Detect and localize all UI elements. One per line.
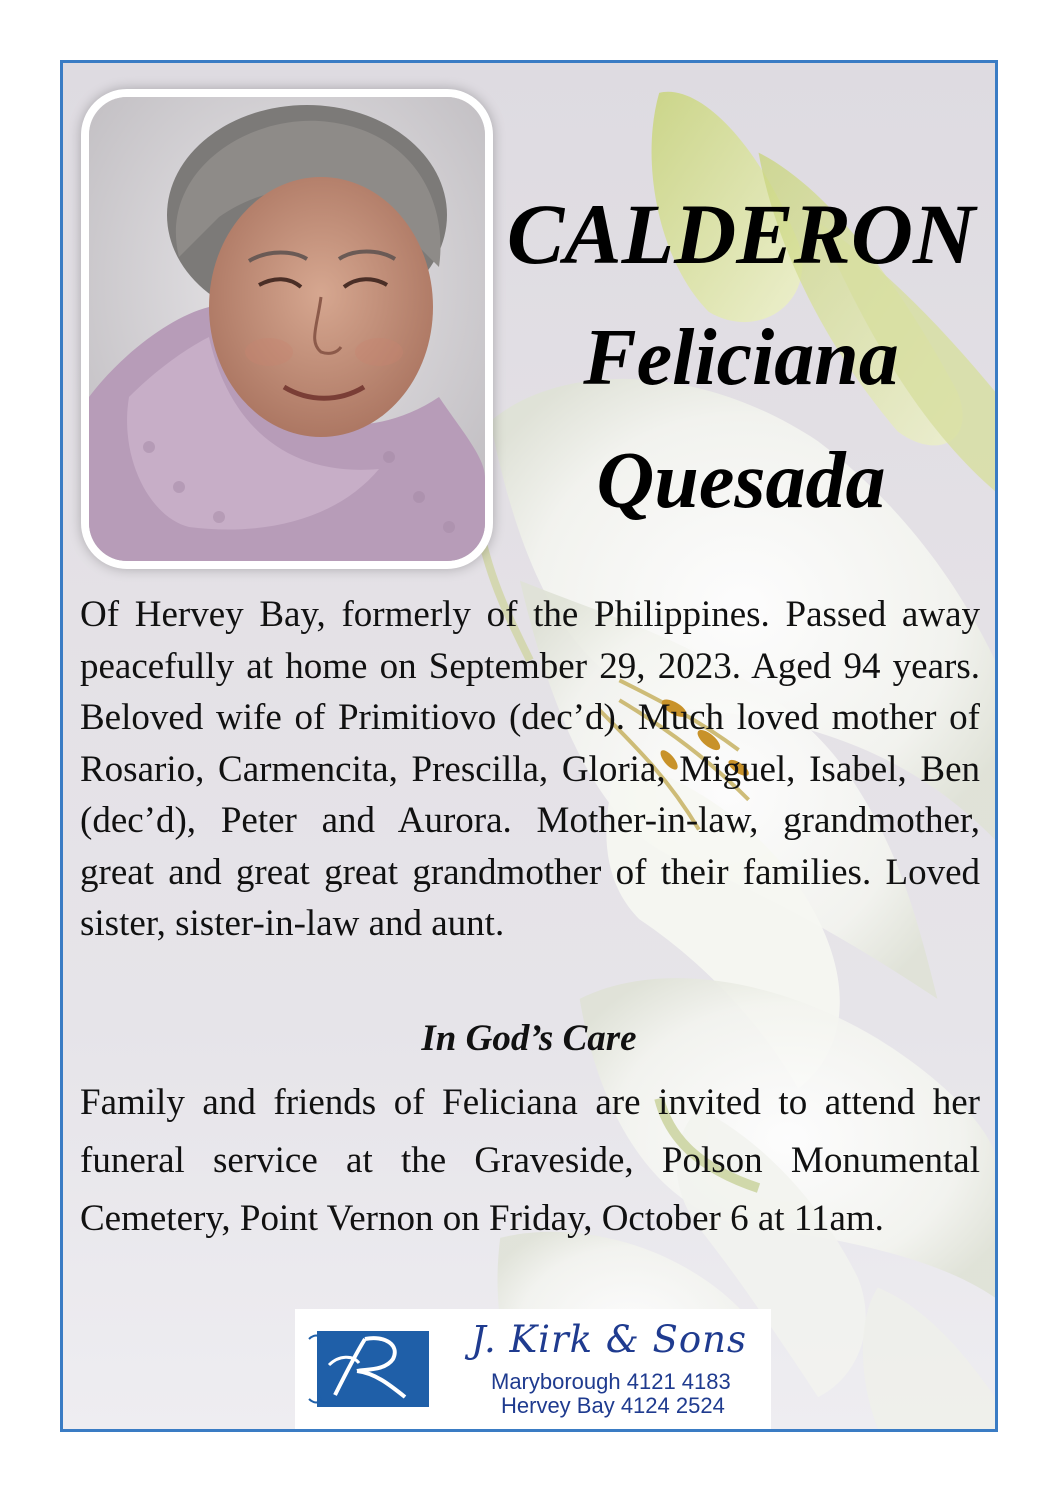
- obituary-paragraph: Of Hervey Bay, formerly of the Philippines. Passed away peacefully at home on September 29, 2023. Aged 94 years. Beloved wife of Primitiovo (dec’d). Much loved mother of Rosario, Carmencita, Prescilla, Gloria, Miguel, Isabel, Ben (dec’d), Peter and Aurora. Mother-in-law, grandmother, great and great great grandmother of their families. Loved sister, sister-in-law and aunt.: [80, 594, 980, 944]
- in-gods-care-caption: In God’s Care: [421, 1018, 637, 1059]
- kirk-logo-icon: [305, 1325, 435, 1413]
- given-name-line-1: Feliciana: [583, 314, 899, 402]
- funeral-director-name: J. Kirk & Sons: [471, 1318, 747, 1361]
- phone-maryborough: Maryborough 4121 4183: [491, 1369, 731, 1394]
- funeral-director-logo-block: [295, 1309, 771, 1430]
- notice-frame: [60, 60, 998, 1432]
- portrait-illustration: [89, 97, 485, 561]
- portrait-photo: [81, 89, 493, 569]
- surname-heading: CALDERON: [506, 186, 976, 282]
- given-name-line-2: Quesada: [596, 437, 886, 525]
- phone-hervey-bay: Hervey Bay 4124 2524: [501, 1393, 725, 1418]
- service-details-paragraph: Family and friends of Feliciana are invited to attend her funeral service at the Graveside, Polson Monumental Cemetery, Point Vernon on Friday, October 6 at 11am.: [80, 1082, 980, 1239]
